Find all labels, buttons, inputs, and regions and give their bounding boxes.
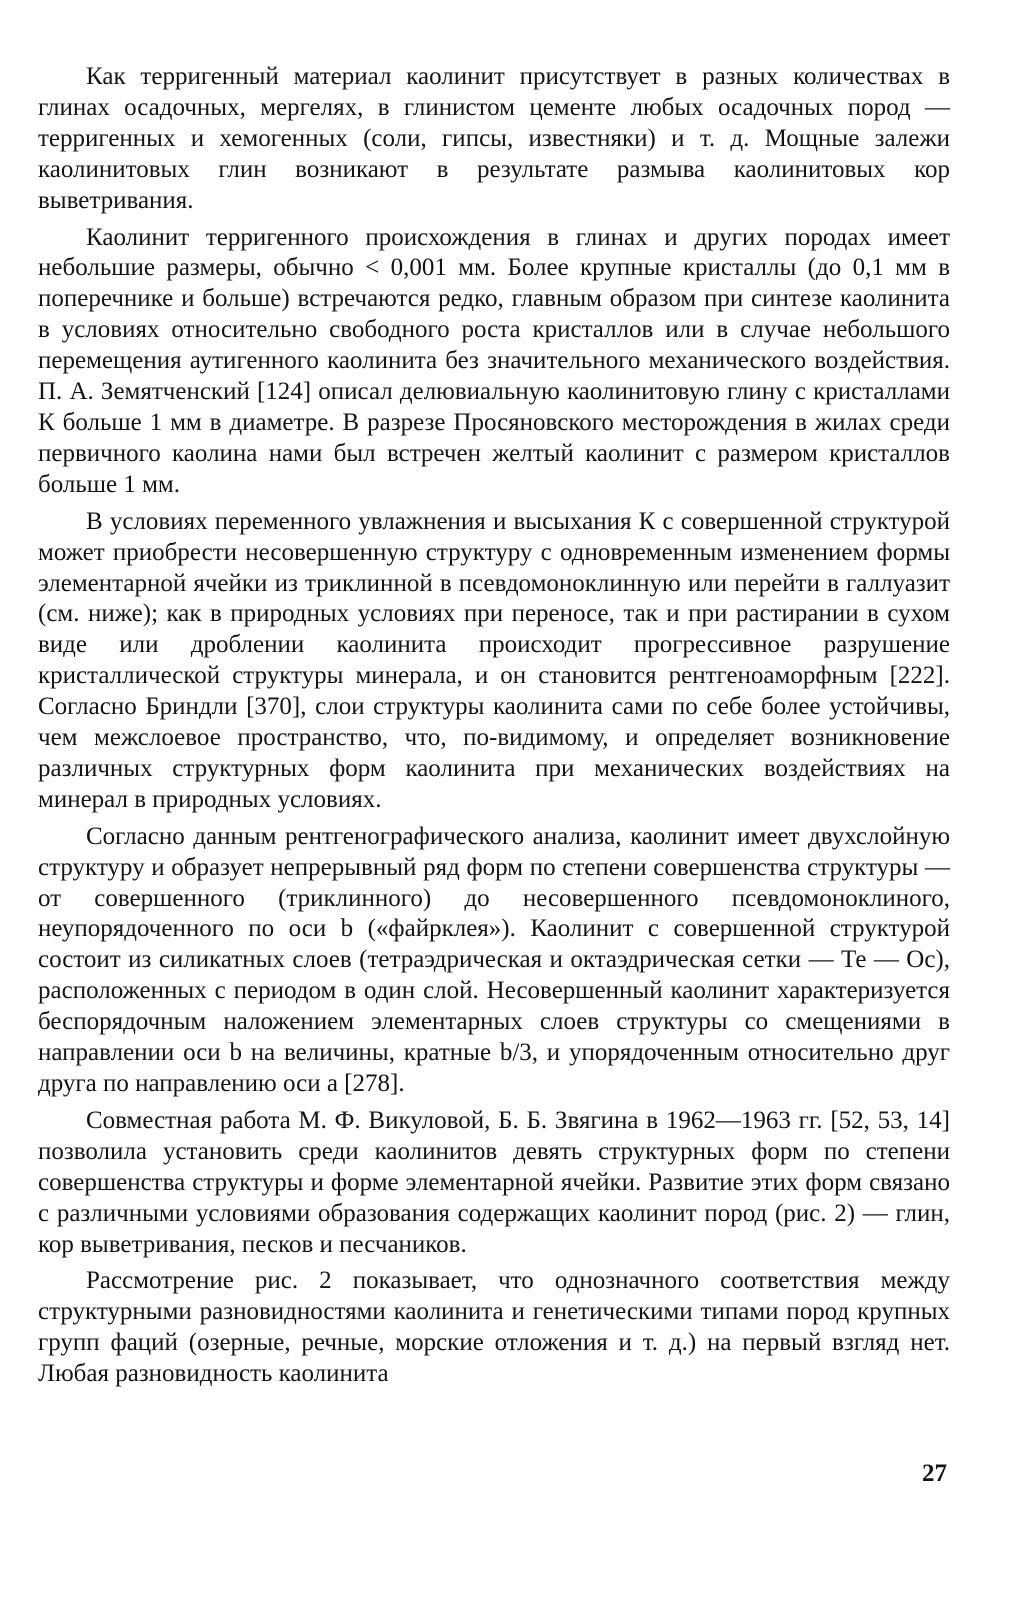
paragraph: Как терригенный материал каолинит присутствует в разных количествах в глинах осадочных, мергелях, в глинистом цементе любых осадочных пород — терригенных и хемогенных (соли, гипсы, известняки) и т. д. Мощные залежи каолинитовых глин возникают в результате размыва каолинитовых кор выветривания.	[38, 63, 950, 214]
page-number: 27	[922, 1460, 947, 1487]
paragraph: Совместная работа М. Ф. Викуловой, Б. Б. Звягина в 1962—1963 гг. [52, 53, 14] позволила установить среди каолинитов девять структурных форм по степени совершенства структуры и форме элементарной ячейки. Развитие этих форм связано с различными условиями образования содержащих каолинит пород (рис. 2) — глин, кор выветривания, песков и песчаников.	[38, 1106, 950, 1258]
paragraph: Каолинит терригенного происхождения в глинах и других породах имеет небольшие размеры, обычно < 0,001 мм. Более крупные кристаллы (до 0,1 мм в поперечнике и больше) встречаются редко, главным образом при синтезе каолинита в условиях относительно свободного роста кристаллов или в случае небольшого перемещения аутигенного каолинита без значительного механического воздействия. П. А. Земятченский [124] описал делювиальную каолинитовую глину с кристаллами К больше 1 мм в диаметре. В разрезе Просяновского месторождения в жилах среди первичного каолина нами был встречен желтый каолинит с размером кристаллов больше 1 мм.	[38, 223, 950, 498]
page-body	[38, 62, 950, 1396]
paragraph: В условиях переменного увлажнения и высыхания К с совершенной структурой может приобрести несовершенную структуру с одновременным изменением формы элементарной ячейки из триклинной в псевдомоноклинную или перейти в галлуазит (см. ниже); как в природных условиях при переносе, так и при растирании в сухом виде или дроблении каолинита происходит прогрессивное разрушение кристаллической структуры минерала, и он становится рентгеноаморфным [222]. Согласно Бриндли [370], слои структуры каолинита сами по себе более устойчивы, чем межслоевое пространство, что, по-видимому, и определяет возникновение различных структурных форм каолинита при механических воздействиях на минерал в природных условиях.	[38, 507, 950, 813]
paragraph: Рассмотрение рис. 2 показывает, что однозначного соответствия между структурными разновидностями каолинита и генетическими типами пород крупных групп фаций (озерные, речные, морские отложения и т. д.) на первый взгляд нет. Любая разновидность каолинита	[38, 1267, 950, 1388]
paragraph: Согласно данным рентгенографического анализа, каолинит имеет двухслойную структуру и образует непрерывный ряд форм по степени совершенства структуры — от совершенного (триклинного) до несовершенного псевдомоноклиного, неупорядоченного по оси b («файрклея»). Каолинит с совершенной структурой состоит из силикатных слоев (тетраэдрическая и октаэдрическая сетки — Те — Ос), расположенных с периодом в один слой. Несовершенный каолинит характеризуется беспорядочным наложением элементарных слоев структуры со смещениями в направлении оси b на величины, кратные b/3, и упорядоченным относительно друг друга по направлению оси a [278].	[38, 822, 950, 1097]
